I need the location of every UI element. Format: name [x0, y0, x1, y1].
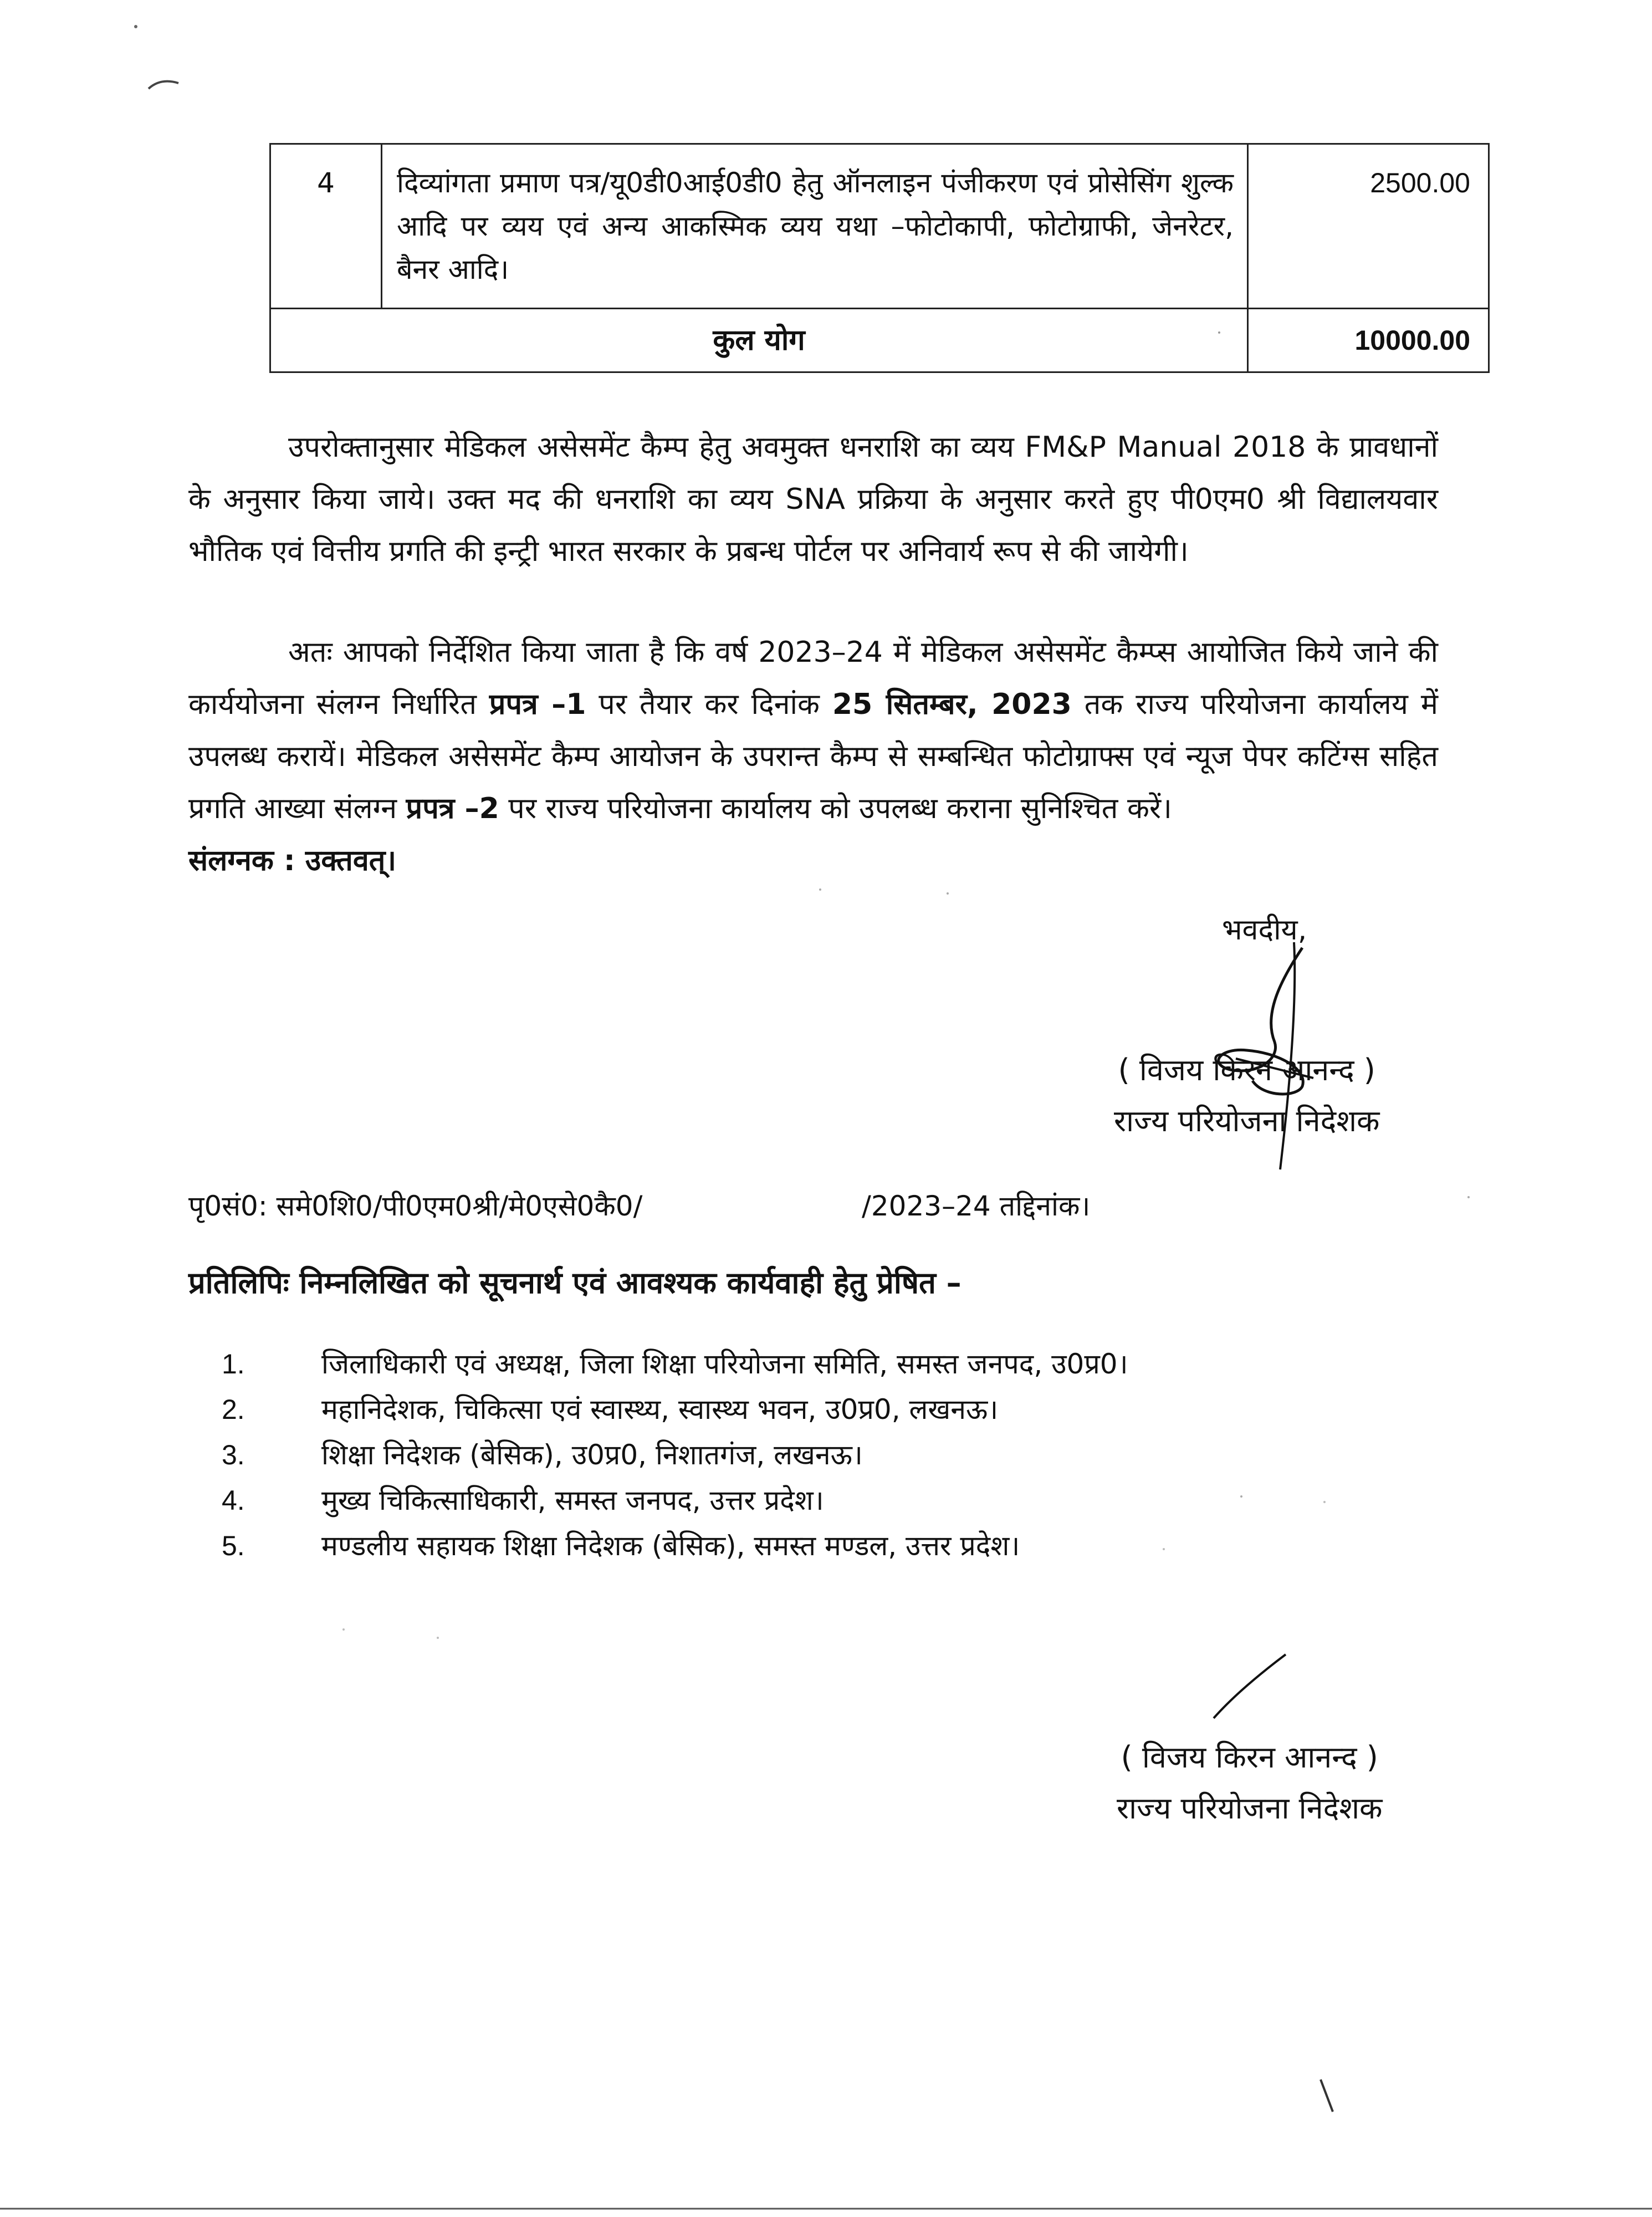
total-row — [270, 309, 1489, 372]
enclosure-note: संलग्नक : उक्तवत्। — [188, 844, 397, 877]
paragraph-2-part4: पर राज्य परियोजना कार्यालय को उपलब्ध कराना सुनिश्चित करें। — [499, 792, 1172, 825]
signatory-name: ( विजय किरन आनन्द ) — [1118, 1053, 1375, 1087]
signatory-2-name: ( विजय किरन आनन्द ) — [1121, 1740, 1378, 1775]
signatory-block-2 — [1117, 1732, 1383, 1834]
list-item — [222, 1478, 1128, 1523]
table-row — [270, 144, 1489, 309]
paragraph-2 — [188, 626, 1438, 835]
deadline-date: 25 सितम्बर, 2023 — [832, 688, 1072, 721]
list-item-number: 2. — [222, 1394, 245, 1425]
copy-heading: प्रतिलिपिः निम्नलिखित को सूचनार्थ एवं आवश्यक कार्यवाही हेतु प्रेषित – — [188, 1265, 961, 1300]
list-item — [222, 1387, 1128, 1432]
paragraph-2-part1: अतः आपको निर्देशित किया जाता है कि वर्ष 2023–24 में मेडिकल असेसमेंट कैम्प्स आयोजित किये जाने की कार्ययोजना संलग्न निर्धारित — [188, 636, 1438, 721]
signatory-block-1 — [1114, 1045, 1380, 1147]
reference-date: /2023–24 तद्दिनांक। — [862, 1190, 1091, 1222]
paragraph-2-part3: तक राज्य परियोजना कार्यालय में उपलब्ध करायें। मेडिकल असेसमेंट कैम्प आयोजन के उपरान्त कैम्प से सम्बन्धित फोटोग्राफ्स एवं न्यूज पेपर कटिंग्स सहित प्रगति आख्या संलग्न — [188, 688, 1438, 825]
row-description: दिव्यांगता प्रमाण पत्र/यू0डी0आई0डी0 हेतु ऑनलाइन पंजीकरण एवं प्रोसेसिंग शुल्क आदि पर व्यय एवं अन्य आकस्मिक व्यय यथा –फोटोकापी, फोटोग्राफी, जेनरेटर, बैनर आदि। — [382, 144, 1248, 309]
paragraph-1-text: उपरोक्तानुसार मेडिकल असेसमेंट कैम्प हेतु अवमुक्त धनराशि का व्यय FM&P Manual 2018 के प्रावधानों के अनुसार किया जाये। उक्त मद की धनराशि का व्यय SNA प्रक्रिया के अनुसार करते हुए पी0एम0 श्री विद्यालयवार भौतिक एवं वित्तीय प्रगति की इन्ट्री भारत सरकार के प्रबन्ध पोर्टल पर अनिवार्य रूप से की जायेगी। — [188, 431, 1438, 568]
list-item-text: मण्डलीय सहायक शिक्षा निदेशक (बेसिक), समस्त मण्डल, उत्तर प्रदेश। — [321, 1530, 1020, 1562]
list-item-text: महानिदेशक, चिकित्सा एवं स्वास्थ्य, स्वास्थ्य भवन, उ0प्र0, लखनऊ। — [321, 1393, 999, 1426]
signatory-2-designation: राज्य परियोजना निदेशक — [1117, 1791, 1383, 1826]
closing-salutation: भवदीय, — [1222, 913, 1307, 947]
list-item — [222, 1341, 1128, 1387]
row-amount: 2500.00 — [1248, 144, 1489, 309]
form-2-ref: प्रपत्र –2 — [406, 792, 499, 825]
list-item — [222, 1432, 1128, 1478]
list-item-text: जिलाधिकारी एवं अध्यक्ष, जिला शिक्षा परियोजना समिति, समस्त जनपद, उ0प्र0। — [321, 1348, 1128, 1380]
list-item-text: मुख्य चिकित्साधिकारी, समस्त जनपद, उत्तर प्रदेश। — [321, 1484, 824, 1516]
total-amount: 10000.00 — [1248, 309, 1489, 372]
list-item — [222, 1523, 1128, 1569]
signature-2 — [1203, 1649, 1297, 1726]
row-serial: 4 — [270, 144, 382, 309]
reference-number: पृ0सं0: समे0शि0/पी0एम0श्री/मे0एसे0कै0/ — [188, 1190, 643, 1222]
list-item-number: 3. — [222, 1439, 245, 1470]
paragraph-2-part2: पर तैयार कर दिनांक — [586, 688, 832, 721]
form-1-ref: प्रपत्र –1 — [489, 688, 586, 721]
list-item-number: 1. — [222, 1348, 245, 1380]
copy-list — [222, 1341, 1128, 1569]
list-item-text: शिक्षा निदेशक (बेसिक), उ0प्र0, निशातगंज, लखनऊ। — [321, 1439, 863, 1471]
expense-table — [269, 143, 1490, 373]
total-label: कुल योग — [270, 309, 1248, 372]
list-item-number: 5. — [222, 1530, 245, 1561]
list-item-number: 4. — [222, 1485, 245, 1516]
signatory-designation: राज्य परियोजना निदेशक — [1114, 1104, 1380, 1138]
paragraph-1 — [188, 421, 1438, 578]
